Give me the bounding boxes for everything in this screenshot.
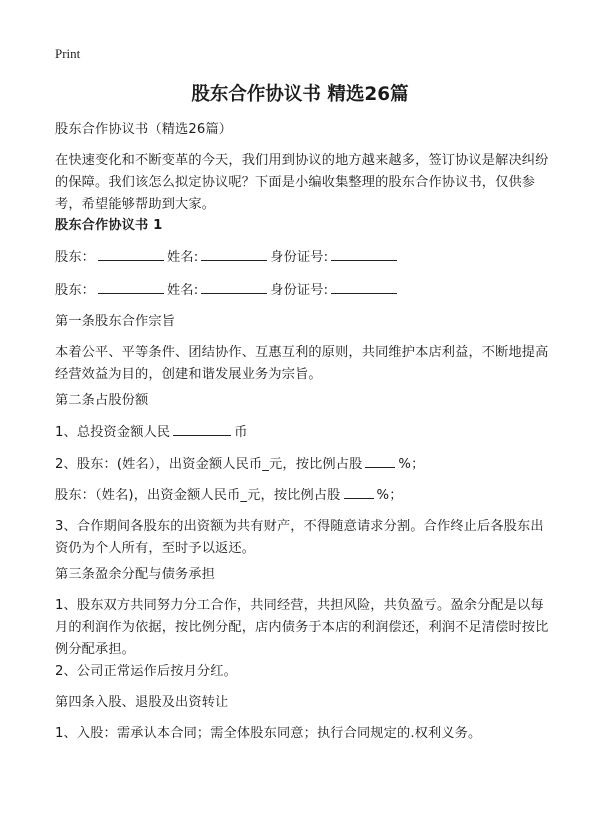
article-2-item-1 — [55, 422, 550, 444]
percent-blank — [365, 466, 395, 468]
article-4-item-1: 1、入股：需承认本合同；需全体股东同意；执行合同规定的.权利义务。 — [55, 726, 482, 741]
shareholder-label: 股东： — [55, 283, 96, 298]
id-number-blank — [331, 292, 397, 294]
section-heading: 股东合作协议书 1 — [55, 218, 163, 233]
article-2-item-2 — [55, 454, 550, 476]
percent-blank — [344, 497, 374, 499]
article-1-title: 第一条股东合作宗旨 — [55, 314, 176, 329]
id-number-label: 身份证号: — [270, 283, 329, 298]
id-number-blank — [331, 259, 397, 261]
item-text: 1、总投资金额人民 — [55, 425, 171, 440]
article-3-item-2: 2、公司正常运作后按月分红。 — [55, 664, 237, 679]
name-blank — [201, 259, 267, 261]
document-subtitle: 股东合作协议书（精选26篇） — [55, 122, 233, 137]
item-text: 股东：（姓名)，出资金额人民币_元，按比例占股 — [55, 488, 341, 503]
shareholder-label: 股东： — [55, 250, 96, 265]
intro-paragraph: 在快速变化和不断变革的今天，我们用到协议的地方越来越多，签订协议是解决纠纷的保障。我们该怎么拟定协议呢？下面是小编收集整理的股东合作协议书，仅供参考，希望能够帮助到大家。 — [55, 153, 549, 212]
item-suffix: %； — [376, 488, 403, 503]
print-link[interactable]: Print — [55, 46, 81, 61]
document-title: 股东合作协议书 精选26篇 — [191, 84, 409, 105]
shareholder-blank — [98, 292, 164, 294]
name-label: 姓名: — [167, 250, 199, 265]
shareholder-blank — [98, 259, 164, 261]
article-4-title: 第四条入股、退股及出资转让 — [55, 695, 229, 710]
party-row-2 — [55, 280, 550, 302]
article-3-title: 第三条盈余分配与债务承担 — [55, 567, 216, 582]
item-suffix: 币 — [234, 425, 248, 440]
party-row-1 — [55, 247, 550, 269]
article-2-item-3: 3、合作期间各股东的出资额为共有财产，不得随意请求分割。合作终止后各股东出资仍为个人所有，至时予以返还。 — [55, 519, 544, 556]
amount-blank — [173, 434, 231, 436]
item-suffix: %； — [398, 457, 425, 472]
article-2-item-2b — [55, 485, 550, 507]
item-text: 2、股东：(姓名），出资金额人民币_元，按比例占股 — [55, 457, 363, 472]
article-3-item-1: 1、股东双方共同努力分工合作，共同经营，共担风险，共负盈亏。盈余分配是以每月的利润作为依据，按比例分配，店内债务于本店的利润偿还，利润不足清偿时按比例分配承担。 — [55, 598, 549, 657]
name-blank — [201, 292, 267, 294]
name-label: 姓名: — [167, 283, 199, 298]
article-1-text: 本着公平、平等条件、团结协作、互惠互利的原则，共同维护本店利益，不断地提高经营效益为目的，创建和谐发展业务为宗旨。 — [55, 345, 549, 382]
article-2-title: 第二条占股份额 — [55, 393, 149, 408]
id-number-label: 身份证号: — [270, 250, 329, 265]
